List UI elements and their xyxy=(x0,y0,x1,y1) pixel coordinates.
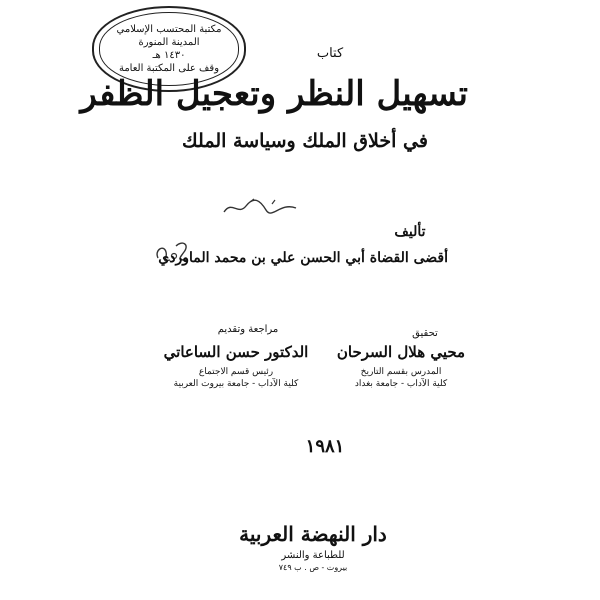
author-label: تأليف xyxy=(394,224,426,240)
editor-role: تحقيق xyxy=(412,328,438,339)
stamp-line: مكتبة المحتسب الإسلامي xyxy=(116,24,222,35)
kitab-label: كتاب xyxy=(316,46,344,61)
reviewer-role: مراجعة وتقديم xyxy=(217,324,279,335)
editor-affiliation: المدرس بقسم التاريخ xyxy=(360,367,442,377)
reviewer-affiliation: رئيس قسم الاجتماع xyxy=(198,367,274,377)
reviewer-name: الدكتور حسن الساعاتي xyxy=(163,343,309,361)
handwritten-annotation xyxy=(220,196,300,218)
publisher-tagline: للطباعة والنشر xyxy=(281,550,345,561)
publication-year: ١٩٨١ xyxy=(305,436,345,457)
book-subtitle: في أخلاق الملك وسياسة الملك xyxy=(182,130,428,152)
publisher-name: دار النهضة العربية xyxy=(239,522,387,546)
stamp-line: وقف على المكتبة العامة xyxy=(118,63,220,74)
editor-name: محيي هلال السرحان xyxy=(336,343,466,361)
stamp-line: المدينة المنورة xyxy=(138,37,200,48)
publisher-address: بيروت - ص . ب ٧٤٩ xyxy=(278,563,348,572)
reviewer-affiliation: كلية الآداب - جامعة بيروت العربية xyxy=(173,379,299,389)
book-title: تسهيل النظر وتعجيل الظفر xyxy=(80,74,468,114)
editor-affiliation: كلية الآداب - جامعة بغداد xyxy=(354,379,448,389)
stamp-line: ١٤٣٠ هـ xyxy=(152,50,186,61)
author-name: أقضى القضاة أبي الحسن علي بن محمد الماوردي xyxy=(158,250,448,266)
